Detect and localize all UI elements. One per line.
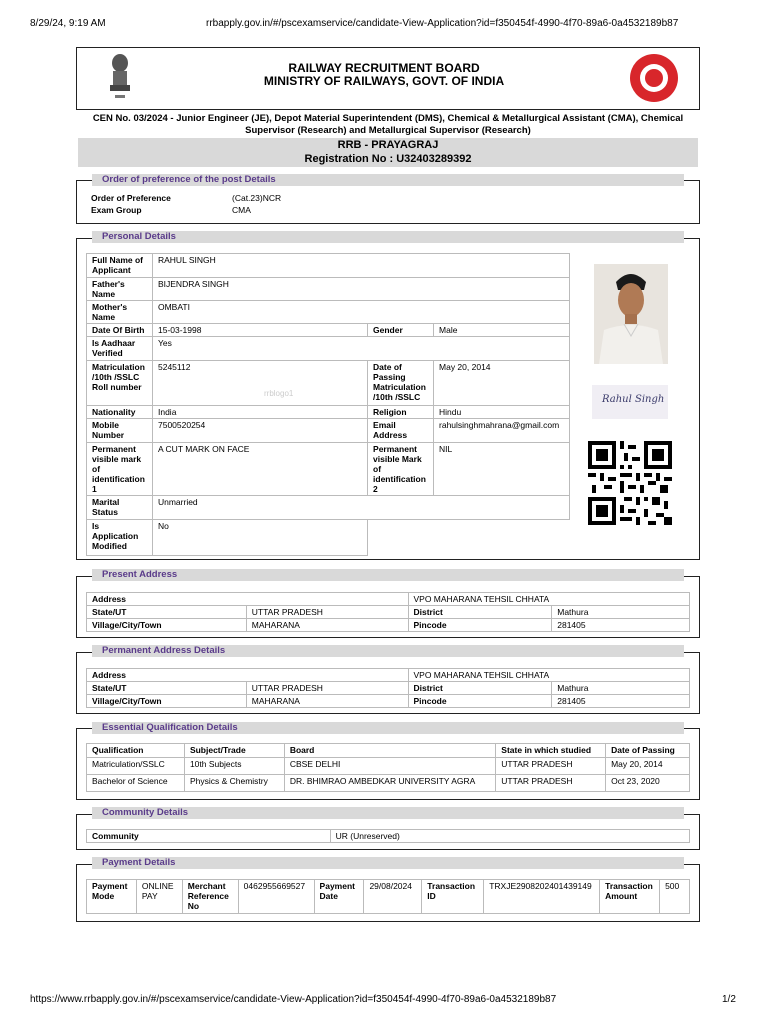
page-number: 1/2	[722, 994, 736, 1005]
rrb-name: RRB - PRAYAGRAJ	[78, 138, 698, 152]
cen-notice: CEN No. 03/2024 - Junior Engineer (JE), Depot Material Superintendent (DMS), Chemical & Metallurgical Assistant (CMA), Chemical Supervisor (Research) and Metallurgical Supervisor (Research)	[92, 113, 684, 136]
roll-value: 5245112	[152, 361, 367, 406]
permanent-village-value: MAHARANA	[246, 695, 408, 708]
mobile-label: Mobile Number	[87, 419, 153, 443]
present-address-value: VPO MAHARANA TEHSIL CHHATA	[408, 593, 690, 606]
subject-cell: 10th Subjects	[184, 758, 284, 775]
gender-label: Gender	[368, 324, 434, 337]
permanent-state-label: State/UT	[87, 682, 247, 695]
permanent-table	[86, 668, 690, 708]
state-cell: UTTAR PRADESH	[496, 758, 606, 775]
date-header: Date of Passing	[606, 744, 690, 758]
present-table	[86, 592, 690, 632]
present-district-value: Mathura	[552, 606, 690, 619]
person-photo-icon	[594, 264, 668, 364]
permanent-pincode-value: 281405	[552, 695, 690, 708]
watermark-text: rrblogo1	[264, 389, 294, 398]
qual-header: Qualification	[87, 744, 185, 758]
merchant-ref-value: 0462955669527	[238, 880, 314, 914]
present-state-value: UTTAR PRADESH	[246, 606, 408, 619]
mark2-value: NIL	[434, 443, 570, 496]
transaction-id-label: Transaction ID	[422, 880, 484, 914]
dop-label: Date of Passing Matriculation /10th /SSLC	[368, 361, 434, 406]
present-pincode-label: Pincode	[408, 619, 552, 632]
nationality-value: India	[152, 406, 367, 419]
state-cell: UTTAR PRADESH	[496, 775, 606, 792]
board-cell: CBSE DELHI	[284, 758, 495, 775]
marital-value: Unmarried	[152, 496, 569, 520]
nationality-label: Nationality	[87, 406, 153, 419]
religion-label: Religion	[368, 406, 434, 419]
group-value: CMA	[232, 205, 251, 215]
merchant-ref-label: Merchant Reference No	[182, 880, 238, 914]
permanent-title: Permanent Address Details	[92, 645, 684, 657]
present-village-label: Village/City/Town	[87, 619, 247, 632]
payment-date-label: Payment Date	[314, 880, 364, 914]
table-row	[87, 775, 690, 792]
print-footer-url: https://www.rrbapply.gov.in/#/pscexamservice/candidate-View-Application?id=f350454f-4990-4f70-89a6-0a4532189b87	[30, 994, 557, 1005]
marital-label: Marital Status	[87, 496, 153, 520]
date-cell: Oct 23, 2020	[606, 775, 690, 792]
qualification-table	[86, 743, 690, 792]
email-value: rahulsinghmahrana@gmail.com	[434, 419, 570, 443]
email-label: Email Address	[368, 419, 434, 443]
permanent-district-value: Mathura	[552, 682, 690, 695]
dop-value: May 20, 2014	[434, 361, 570, 406]
board-header: Board	[284, 744, 495, 758]
present-state-label: State/UT	[87, 606, 247, 619]
present-title: Present Address	[92, 569, 684, 581]
payment-title: Payment Details	[92, 857, 684, 869]
present-village-value: MAHARANA	[246, 619, 408, 632]
roll-label: Matriculation /10th /SSLC Roll number	[87, 361, 153, 406]
mark2-label: Permanent visible Mark of identification 2	[368, 443, 434, 496]
table-row	[87, 758, 690, 775]
subject-header: Subject/Trade	[184, 744, 284, 758]
transaction-id-value: TRXJE2908202401439149	[484, 880, 600, 914]
community-table	[86, 829, 690, 843]
permanent-address-value: VPO MAHARANA TEHSIL CHHATA	[408, 669, 690, 682]
aadhaar-label: Is Aadhaar Verified	[87, 337, 153, 361]
state-header: State in which studied	[496, 744, 606, 758]
aadhaar-value: Yes	[152, 337, 569, 361]
gender-value: Male	[434, 324, 570, 337]
ministry-title: MINISTRY OF RAILWAYS, GOVT. OF INDIA	[263, 74, 505, 88]
transaction-amount-value: 500	[660, 880, 690, 914]
present-pincode-value: 281405	[552, 619, 690, 632]
full-name-label: Full Name of Applicant	[87, 254, 153, 278]
transaction-amount-label: Transaction Amount	[600, 880, 660, 914]
order-label: Order of Preference	[91, 193, 171, 203]
mother-value: OMBATI	[152, 301, 569, 324]
mobile-value: 7500520254	[152, 419, 367, 443]
registration-number: Registration No : U32403289392	[78, 152, 698, 167]
dob-value: 15-03-1998	[152, 324, 367, 337]
candidate-photo	[594, 264, 668, 364]
present-address-label: Address	[87, 593, 409, 606]
group-label: Exam Group	[91, 205, 142, 215]
order-value: (Cat.23)NCR	[232, 193, 282, 203]
payment-table	[86, 879, 690, 914]
qual-cell: Bachelor of Science	[87, 775, 185, 792]
permanent-district-label: District	[408, 682, 552, 695]
permanent-state-value: UTTAR PRADESH	[246, 682, 408, 695]
community-title: Community Details	[92, 807, 684, 819]
preference-title: Order of preference of the post Details	[92, 174, 684, 186]
father-label: Father's Name	[87, 278, 153, 301]
father-value: BIJENDRA SINGH	[152, 278, 569, 301]
mother-label: Mother's Name	[87, 301, 153, 324]
payment-mode-label: Payment Mode	[87, 880, 137, 914]
date-cell: May 20, 2014	[606, 758, 690, 775]
dob-label: Date Of Birth	[87, 324, 153, 337]
candidate-signature	[592, 385, 668, 419]
payment-date-value: 29/08/2024	[364, 880, 422, 914]
print-url: rrbapply.gov.in/#/pscexamservice/candidate-View-Application?id=f350454f-4990-4f70-89a6-0a4532189b87	[206, 18, 679, 29]
permanent-pincode-label: Pincode	[408, 695, 552, 708]
qual-cell: Matriculation/SSLC	[87, 758, 185, 775]
mark1-value: A CUT MARK ON FACE	[152, 443, 367, 496]
permanent-address-label: Address	[87, 669, 409, 682]
subject-cell: Physics & Chemistry	[184, 775, 284, 792]
full-name-value: RAHUL SINGH	[152, 254, 569, 278]
permanent-village-label: Village/City/Town	[87, 695, 247, 708]
personal-title: Personal Details	[92, 231, 684, 243]
religion-value: Hindu	[434, 406, 570, 419]
signature-text: Rahul Singh	[602, 394, 665, 405]
qualification-title: Essential Qualification Details	[92, 722, 684, 734]
personal-table	[86, 253, 570, 556]
present-district-label: District	[408, 606, 552, 619]
print-datetime: 8/29/24, 9:19 AM	[30, 18, 106, 29]
community-label: Community	[87, 830, 331, 843]
modified-value: No	[152, 520, 367, 556]
modified-label: Is Application Modified	[87, 520, 153, 556]
community-value: UR (Unreserved)	[330, 830, 689, 843]
qr-code-icon	[588, 441, 672, 525]
board-title: RAILWAY RECRUITMENT BOARD	[288, 61, 480, 75]
payment-mode-value: ONLINE PAY	[136, 880, 182, 914]
mark1-label: Permanent visible mark of identification 1	[87, 443, 153, 496]
board-cell: DR. BHIMRAO AMBEDKAR UNIVERSITY AGRA	[284, 775, 495, 792]
